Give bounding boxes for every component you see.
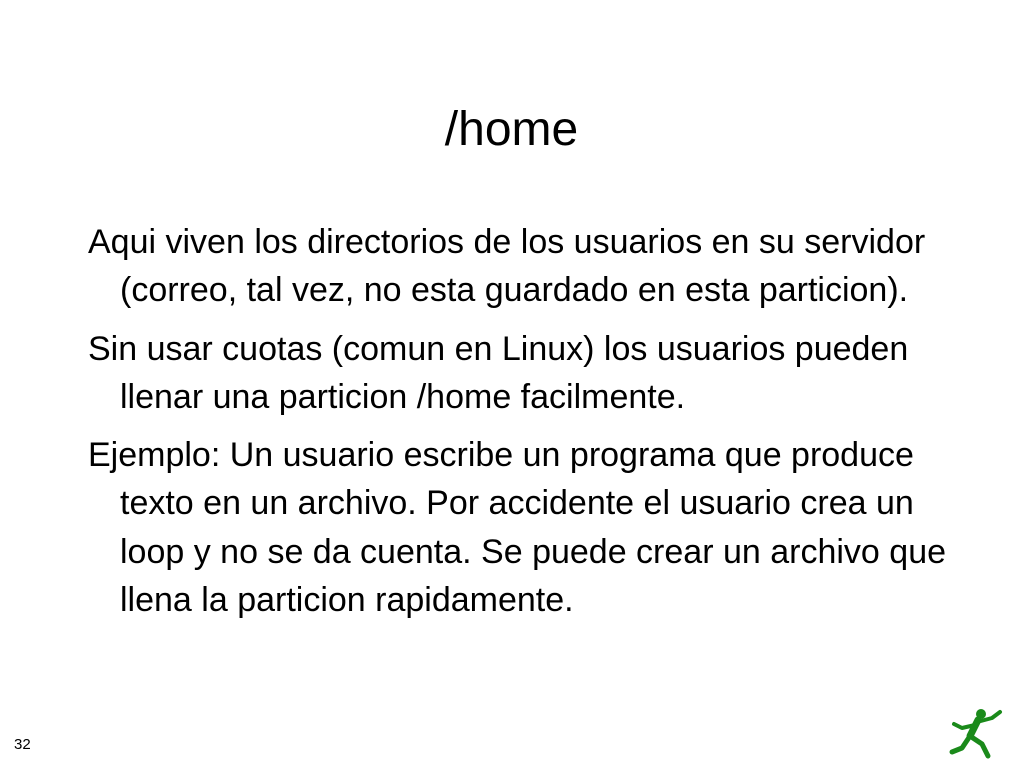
slide-title: /home	[444, 103, 579, 156]
slide-body	[88, 218, 968, 634]
paragraph-1: Aqui viven los directorios de los usuarios en su servidor (correo, tal vez, no esta guardado en esta particion).	[88, 223, 926, 310]
paragraph-3: Ejemplo: Un usuario escribe un programa que produce texto en un archivo. Por accidente el usuario crea un loop y no se da cuenta. Se puede crear un archivo que llena la particion rapidamente.	[88, 436, 947, 620]
paragraph-2: Sin usar cuotas (comun en Linux) los usuarios pueden llenar una particion /home facilmente.	[88, 329, 909, 416]
slide-number: 32	[14, 736, 31, 753]
running-figure-icon	[948, 708, 1004, 760]
